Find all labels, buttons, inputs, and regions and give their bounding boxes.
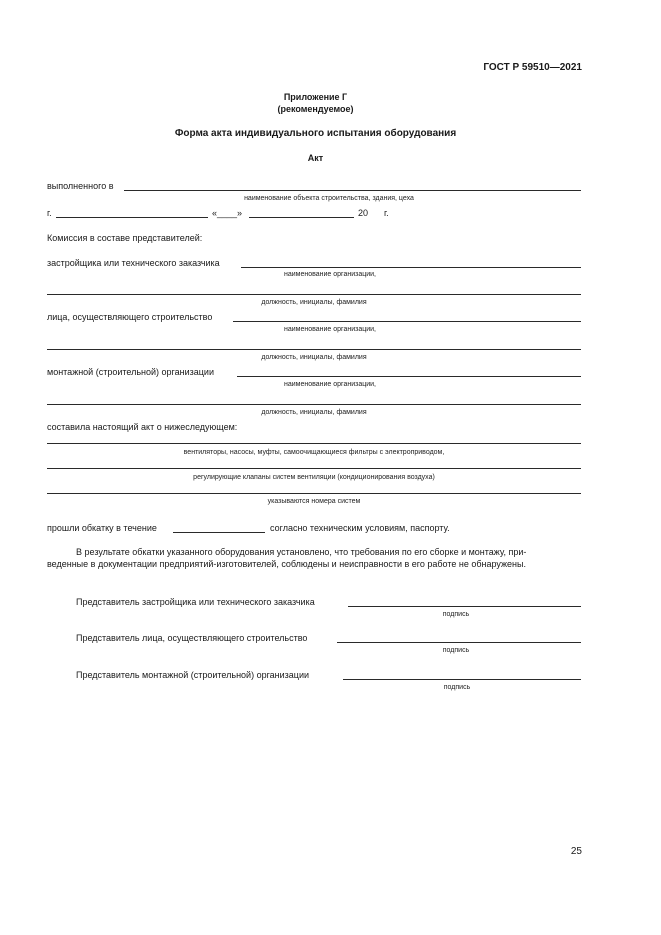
signature-installer-line[interactable]	[343, 679, 581, 680]
builder-org-caption: наименование организации,	[283, 326, 376, 333]
installer-org-line[interactable]	[237, 376, 581, 377]
builder-person-caption: должность, инициалы, фамилия	[261, 354, 367, 361]
appendix-title: Приложение Г	[283, 92, 348, 102]
signature-developer-line[interactable]	[348, 606, 581, 607]
installer-person-line[interactable]	[47, 404, 581, 405]
builder-org-line[interactable]	[233, 321, 581, 322]
signature-developer-label: Представитель застройщика или технического заказчика	[76, 597, 315, 607]
act-title: Акт	[307, 153, 324, 163]
page-number: 25	[570, 846, 582, 857]
builder-person-line[interactable]	[47, 349, 581, 350]
run-in-prefix: прошли обкатку в течение	[47, 523, 157, 533]
systems-line[interactable]	[47, 493, 581, 494]
developer-org-caption: наименование организации,	[283, 271, 376, 278]
drew-up-label: составила настоящий акт о нижеследующем:	[47, 422, 238, 432]
systems-caption: указываются номера систем	[267, 498, 361, 505]
city-prefix: г.	[47, 208, 52, 218]
signature-builder-line[interactable]	[337, 642, 581, 643]
installer-org-caption: наименование организации,	[283, 381, 376, 388]
form-title: Форма акта индивидуального испытания оборудования	[174, 128, 457, 139]
developer-label: застройщика или технического заказчика	[47, 258, 220, 268]
developer-person-line[interactable]	[47, 294, 581, 295]
commission-label: Комиссия в составе представителей:	[47, 233, 203, 243]
signature-developer-caption: подпись	[442, 611, 470, 618]
signature-installer-label: Представитель монтажной (строительной) организации	[76, 670, 310, 680]
equipment-line[interactable]	[47, 443, 581, 444]
developer-person-caption: должность, инициалы, фамилия	[261, 299, 367, 306]
run-in-duration-line[interactable]	[173, 532, 265, 533]
equipment-caption: вентиляторы, насосы, муфты, самоочищающиеся фильтры с электроприводом,	[183, 449, 445, 456]
signature-installer-caption: подпись	[443, 684, 471, 691]
date-day: «____»	[212, 208, 243, 218]
installer-person-caption: должность, инициалы, фамилия	[261, 409, 367, 416]
developer-org-line[interactable]	[241, 267, 581, 268]
signature-builder-caption: подпись	[442, 647, 470, 654]
date-month-line[interactable]	[249, 217, 354, 218]
installer-label: монтажной (строительной) организации	[47, 367, 214, 377]
conclusion-line-2: веденные в документации предприятий-изготовителей, соблюдены и неисправности в его работе не обнаружены.	[47, 559, 526, 569]
valves-caption: регулирующие клапаны систем вентиляции (кондиционирования воздуха)	[193, 474, 435, 481]
executed-in-label: выполненного в	[47, 181, 114, 191]
date-year-suffix: г.	[384, 208, 389, 218]
run-in-suffix: согласно техническим условиям, паспорту.	[270, 523, 450, 533]
city-line[interactable]	[56, 217, 208, 218]
builder-label: лица, осуществляющего строительство	[47, 312, 213, 322]
standard-number: ГОСТ Р 59510—2021	[483, 62, 582, 73]
conclusion-line-1: В результате обкатки указанного оборудования установлено, что требования по его сборке и монтажу, при-	[76, 547, 527, 557]
valves-line[interactable]	[47, 468, 581, 469]
date-year: 20	[358, 208, 369, 218]
executed-in-caption: наименование объекта строительства, здания, цеха	[244, 195, 414, 202]
signature-builder-label: Представитель лица, осуществляющего строительство	[76, 633, 308, 643]
executed-in-line[interactable]	[124, 190, 581, 191]
appendix-subtitle: (рекомендуемое)	[277, 104, 354, 114]
